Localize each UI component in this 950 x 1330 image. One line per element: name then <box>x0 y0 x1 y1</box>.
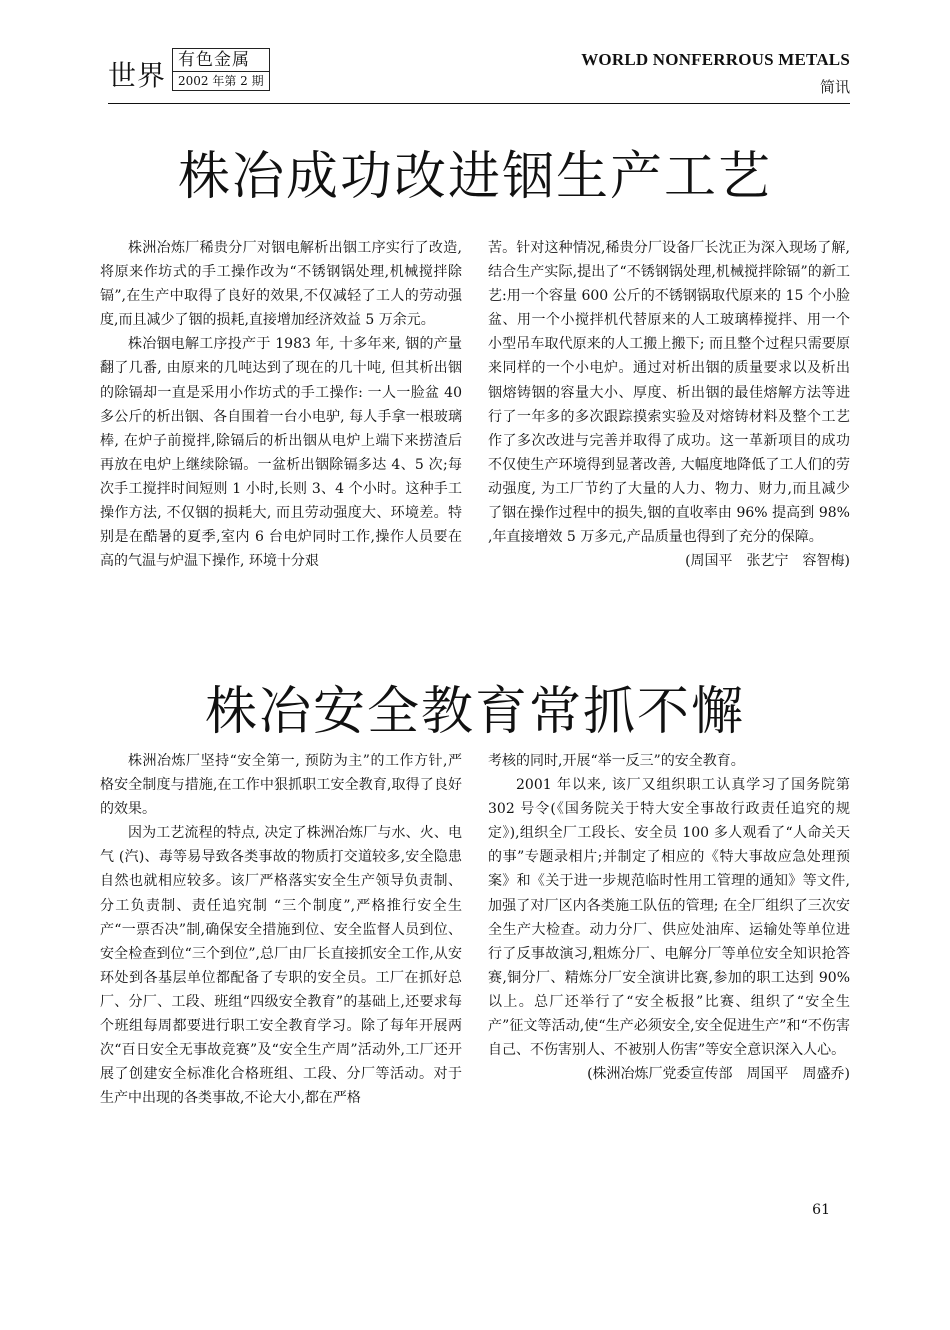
section-label: 简讯 <box>819 78 850 96</box>
journal-name-world: 世界 <box>108 59 167 92</box>
article1-right-column <box>488 236 850 573</box>
journal-name: 有色金属 <box>173 49 269 72</box>
article2-title: 株冶安全教育常抓不懈 <box>204 682 745 742</box>
article1-paragraph: 苦。针对这种情况,稀贵分厂设备厂长沈正为深入现场了解,结合生产实际,提出了“不锈钢锅处理,机械搅拌除镉”的新工艺:用一个容量 600 公斤的不锈钢锅取代原来的 15 个小脸盆、用一个小搅拌机代替原来的人工玻璃棒搅拌、用一个小型吊车取代原来的人工搬上搬下; 而且整个过程只需要原来同样的一个小电炉。通过对析出铟的质量要求以及析出铟熔铸铟的容量大小、厚度、析出铟的最佳熔解方法等进行了一年多的多次跟踪摸索实验及对熔铸材料及整个工艺作了多次改进与完善并取得了成功。这一革新项目的成功不仅使生产环境得到显著改善, 大幅度地降低了工人们的劳动强度, 为工厂节约了大量的人力、物力、财力,而且减少了铟在操作过程中的损失,铟的直收率由 96% 提高到 98% ,年直接增效 5 万多元,产品质量也得到了充分的保障。 <box>488 240 850 546</box>
article2-right-column <box>488 749 850 1086</box>
article1-signature: (周国平 张艺宁 容智梅) <box>685 553 850 570</box>
english-journal-title: WORLD NONFERROUS METALS <box>581 50 850 69</box>
header-right <box>581 48 850 99</box>
page-number: 61 <box>812 1202 830 1218</box>
article1-left-column <box>100 236 462 573</box>
article1-paragraph: 株冶铟电解工序投产于 1983 年, 十多年来, 铟的产量翻了几番, 由原来的几吨达到了现在的几十吨, 但其析出铟的除镉却一直是采用小作坊式的手工操作: 一人一脸盆 40 多公斤的析出铟、各自围着一台小电驴, 每人手拿一根玻璃棒, 在炉子前搅拌,除镉后的析出铟从电炉上端下来捞渣后再放在电炉上继续除镉。一盆析出铟除镉多达 4、5 次;每次手工搅拌时间短则 1 小时,长则 3、4 个小时。这种手工操作方法, 不仅铟的损耗大, 而且劳动强度大、环境差。特别是在酷暑的夏季,室内 6 台电炉同时工作,操作人员要在高的气温与炉温下操作, 环境十分艰 <box>100 336 462 570</box>
issue-label: 2002 年第 2 期 <box>178 74 264 88</box>
journal-box <box>172 48 270 91</box>
article1-title: 株冶成功改进铟生产工艺 <box>177 147 772 207</box>
page-header <box>108 48 850 104</box>
article2-signature: (株洲冶炼厂党委宣传部 周国平 周盛乔) <box>587 1066 850 1083</box>
journal-logo <box>108 48 270 91</box>
article2-paragraph: 因为工艺流程的特点, 决定了株洲冶炼厂与水、火、电气 (汽)、毒等易导致各类事故的物质打交道较多,安全隐患自然也就相应较多。该厂严格落实安全生产领导负责制、分工负责制、责任追究制 “三个制度”,严格推行安全生产“一票否决”制,确保安全措施到位、安全监督人员到位、安全检查到位“三个到位”,总厂由厂长直接抓安全工作,从安环处到各基层单位都配备了专职的安全员。工厂在抓好总厂、分厂、工段、班组“四级安全教育”的基础上,还要求每个班组每周都要进行职工安全教育学习。除了每年开展两次“百日安全无事故竞赛”及“安全生产周”活动外,工厂还开展了创建安全标准化合格班组、工段、分厂等活动。对于生产中出现的各类事故,不论大小,都在严格 <box>100 825 462 1107</box>
article2-paragraph: 2001 年以来, 该厂又组织职工认真学习了国务院第 302 号令(《国务院关于特大安全事故行政责任追究的规定》),组织全厂工段长、安全员 100 多人观看了“人命关天的事”专题录相片;并制定了相应的《特大事故应急处理预案》和《关于进一步规范临时性用工管理的通知》等文件,加强了对厂区内各类施工队伍的管理; 在全厂组织了三次安全生产大检查。动力分厂、供应处油库、运输处等单位进行了反事故演习,粗炼分厂、电解分厂等单位安全知识抢答赛,铜分厂、精炼分厂安全演讲比赛,参加的职工达到 90% 以上。总厂还举行了“安全板报”比赛、组织了“安全生产”征文等活动,使“生产必须安全,安全促进生产”和“不伤害自己、不伤害别人、不被别人伤害”等安全意识深入人心。 <box>488 777 850 1059</box>
article2-paragraph: 株洲冶炼厂坚持“安全第一, 预防为主”的工作方针,严格安全制度与措施,在工作中狠抓职工安全教育,取得了良好的效果。 <box>100 753 462 818</box>
header-rule <box>108 103 850 104</box>
article1-paragraph: 株洲冶炼厂稀贵分厂对铟电解析出铟工序实行了改造,将原来作坊式的手工操作改为“不锈钢锅处理,机械搅拌除镉”,在生产中取得了良好的效果,不仅减轻了工人的劳动强度,而且减少了铟的损耗,直接增加经济效益 5 万余元。 <box>100 240 462 329</box>
article2-paragraph: 考核的同时,开展“举一反三”的安全教育。 <box>488 753 745 769</box>
article2-left-column <box>100 749 462 1110</box>
